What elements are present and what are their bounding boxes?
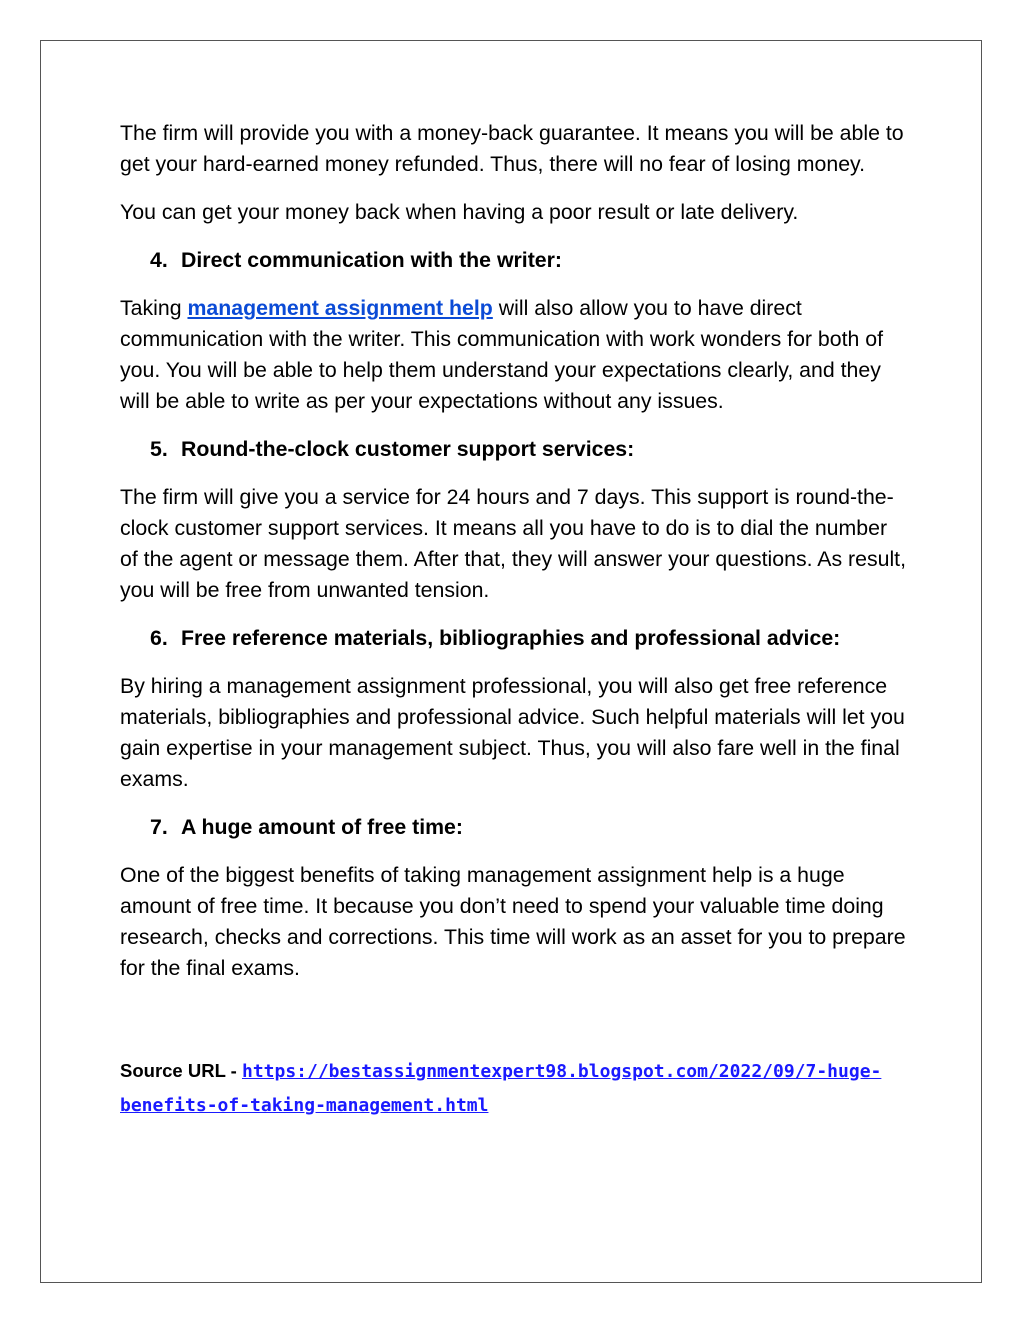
heading-free-time	[120, 812, 910, 843]
communication-paragraph	[120, 293, 910, 417]
heading-text: A huge amount of free time:	[181, 815, 463, 839]
source-label: Source URL -	[120, 1060, 242, 1081]
heading-text: Round-the-clock customer support services:	[181, 437, 635, 461]
management-assignment-help-link[interactable]: management assignment help	[187, 296, 493, 320]
heading-direct-communication	[120, 245, 910, 276]
heading-number: 7.	[150, 815, 168, 839]
support-paragraph: The firm will give you a service for 24 hours and 7 days. This support is round-the-clock customer support services. It means all you have to do is to dial the number of the agent or message them. After that, they will answer your questions. As result, you will be free from unwanted tension.	[120, 485, 907, 602]
refund-paragraph-1: The firm will provide you with a money-back guarantee. It means you will be able to get your hard-earned money refunded. Thus, there will no fear of losing money.	[120, 121, 904, 176]
heading-text: Free reference materials, bibliographies and professional advice:	[181, 626, 841, 650]
reference-paragraph: By hiring a management assignment professional, you will also get free reference materials, bibliographies and professional advice. Such helpful materials will let you gain expertise in your management subject. Thus, you will also fare well in the final exams.	[120, 674, 905, 791]
heading-number: 4.	[150, 248, 168, 272]
source-url-link[interactable]: https://bestassignmentexpert98.blogspot.com/2022/09/7-huge-benefits-of-taking-management.html	[120, 1061, 882, 1116]
document-body	[120, 118, 910, 1122]
source-line	[120, 1054, 910, 1122]
communication-text-end: will also allow you to have direct communication with the writer. This communication with work wonders for both of you. You will be able to help them understand your expectations clearly, and they will be able to write as per your expectations without any issues.	[120, 296, 884, 413]
heading-customer-support	[120, 434, 910, 465]
heading-number: 5.	[150, 437, 168, 461]
heading-reference-materials	[120, 623, 910, 654]
refund-paragraph-2: You can get your money back when having a poor result or late delivery.	[120, 200, 799, 224]
heading-number: 6.	[150, 626, 168, 650]
free-time-paragraph: One of the biggest benefits of taking management assignment help is a huge amount of free time. It because you don’t need to spend your valuable time doing research, checks and corrections. This time will work as an asset for you to prepare for the final exams.	[120, 863, 906, 980]
communication-text-start: Taking	[120, 296, 188, 320]
heading-text: Direct communication with the writer:	[181, 248, 563, 272]
